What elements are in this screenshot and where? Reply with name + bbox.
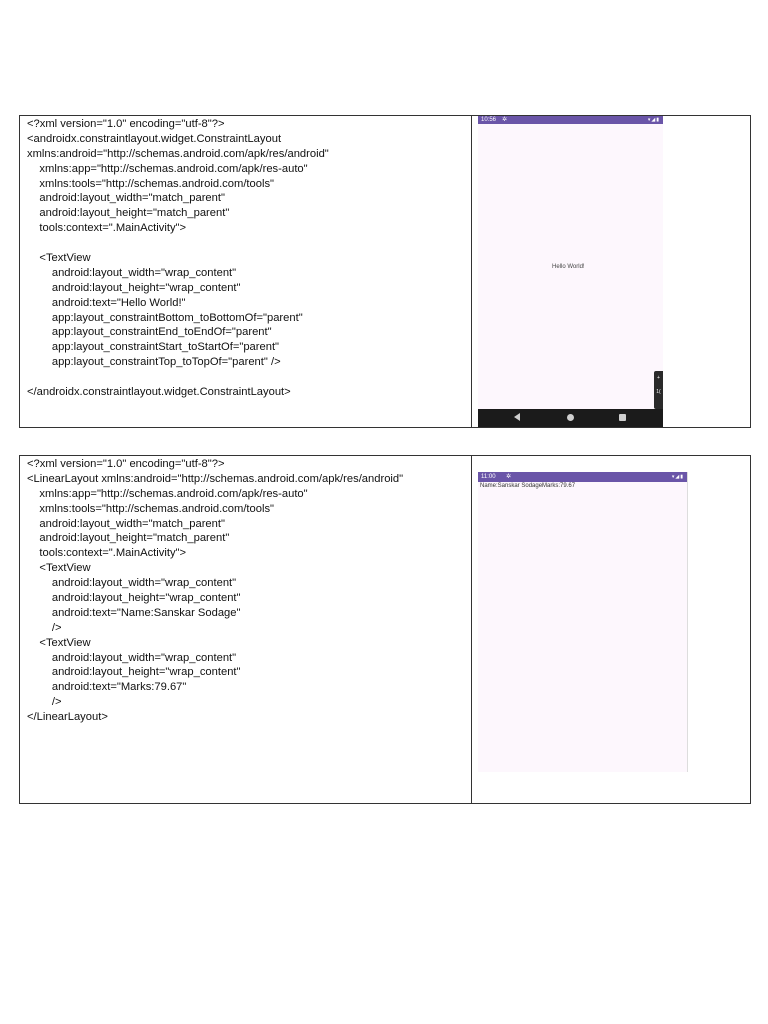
hello-world-text: Hello World! [552, 264, 585, 270]
code-line-blank [27, 236, 467, 251]
side-tab-label: + [657, 375, 660, 381]
status-bar [478, 116, 663, 124]
code-line: android:layout_width="wrap_content" [27, 266, 237, 279]
code-line: android:layout_width="wrap_content" [27, 577, 237, 590]
code-line: <TextView [27, 252, 91, 265]
linear-layout-texts [480, 483, 575, 489]
marks-text: Marks:79.67 [542, 483, 576, 489]
code-line: android:text="Marks:79.67" [27, 681, 187, 694]
code-table-constraintlayout [19, 115, 751, 428]
xml-code-cell [27, 117, 467, 400]
code-line: xmlns:tools="http://schemas.android.com/tools" [27, 502, 275, 515]
back-icon[interactable] [514, 413, 520, 421]
code-line: <?xml version="1.0" encoding="utf-8"?> [27, 458, 225, 470]
phone-screenshot-linearlayout [478, 472, 688, 772]
column-divider [471, 116, 472, 427]
code-line: android:text="Name:Sanskar Sodage" [27, 606, 241, 619]
status-icons: ▾◢▮ [671, 474, 684, 480]
phone-screenshot-constraintlayout [478, 116, 663, 427]
code-table-linearlayout [19, 455, 751, 804]
code-line: android:layout_width="match_parent" [27, 517, 225, 530]
status-time: 11:00 [481, 474, 496, 480]
status-bar [478, 472, 687, 482]
code-line: android:layout_height="match_parent" [27, 207, 230, 220]
code-line: tools:context=".MainActivity"> [27, 222, 187, 235]
code-line: tools:context=".MainActivity"> [27, 547, 187, 560]
column-divider [471, 456, 472, 803]
side-tab-label: 1( [656, 389, 661, 395]
code-line: /> [27, 621, 62, 634]
name-text: Name:Sanskar Sodage [480, 483, 543, 489]
code-line: android:layout_height="wrap_content" [27, 281, 241, 294]
code-line: <TextView [27, 562, 91, 575]
code-line: xmlns:tools="http://schemas.android.com/tools" [27, 177, 275, 190]
code-line: app:layout_constraintBottom_toBottomOf="parent" [27, 311, 303, 324]
gear-icon: ✲ [502, 117, 508, 123]
code-line-blank [27, 370, 467, 385]
recents-icon[interactable] [619, 414, 626, 421]
status-time: 10:56 [481, 117, 497, 123]
code-line: </androidx.constraintlayout.widget.ConstraintLayout> [27, 386, 291, 399]
code-line: android:layout_width="wrap_content" [27, 651, 237, 664]
xml-code-cell [27, 457, 467, 725]
code-line: <?xml version="1.0" encoding="utf-8"?> [27, 118, 225, 130]
code-line: <TextView [27, 636, 91, 649]
code-line: <LinearLayout xmlns:android="http://schemas.android.com/apk/res/android" [27, 472, 404, 485]
gear-icon: ✲ [506, 474, 512, 480]
navigation-bar [478, 409, 663, 427]
code-line: app:layout_constraintTop_toTopOf="parent" /> [27, 356, 281, 369]
code-line: /> [27, 696, 62, 709]
code-line: <androidx.constraintlayout.widget.ConstraintLayout [27, 132, 282, 145]
code-line: android:layout_height="wrap_content" [27, 592, 241, 605]
code-line: xmlns:app="http://schemas.android.com/apk/res-auto" [27, 162, 308, 175]
code-line: app:layout_constraintEnd_toEndOf="parent" [27, 326, 272, 339]
code-line: xmlns:android="http://schemas.android.com/apk/res/android" [27, 147, 329, 160]
home-icon[interactable] [567, 414, 574, 421]
code-line: xmlns:app="http://schemas.android.com/apk/res-auto" [27, 487, 308, 500]
code-line: android:layout_height="wrap_content" [27, 666, 241, 679]
code-line: </LinearLayout> [27, 711, 108, 724]
code-line: app:layout_constraintStart_toStartOf="parent" [27, 341, 280, 354]
status-icons: ▾◢▮ [647, 117, 660, 123]
emulator-side-tab[interactable] [654, 371, 663, 409]
code-line: android:layout_height="match_parent" [27, 532, 230, 545]
code-line: android:text="Hello World!" [27, 296, 186, 309]
code-line: android:layout_width="match_parent" [27, 192, 225, 205]
